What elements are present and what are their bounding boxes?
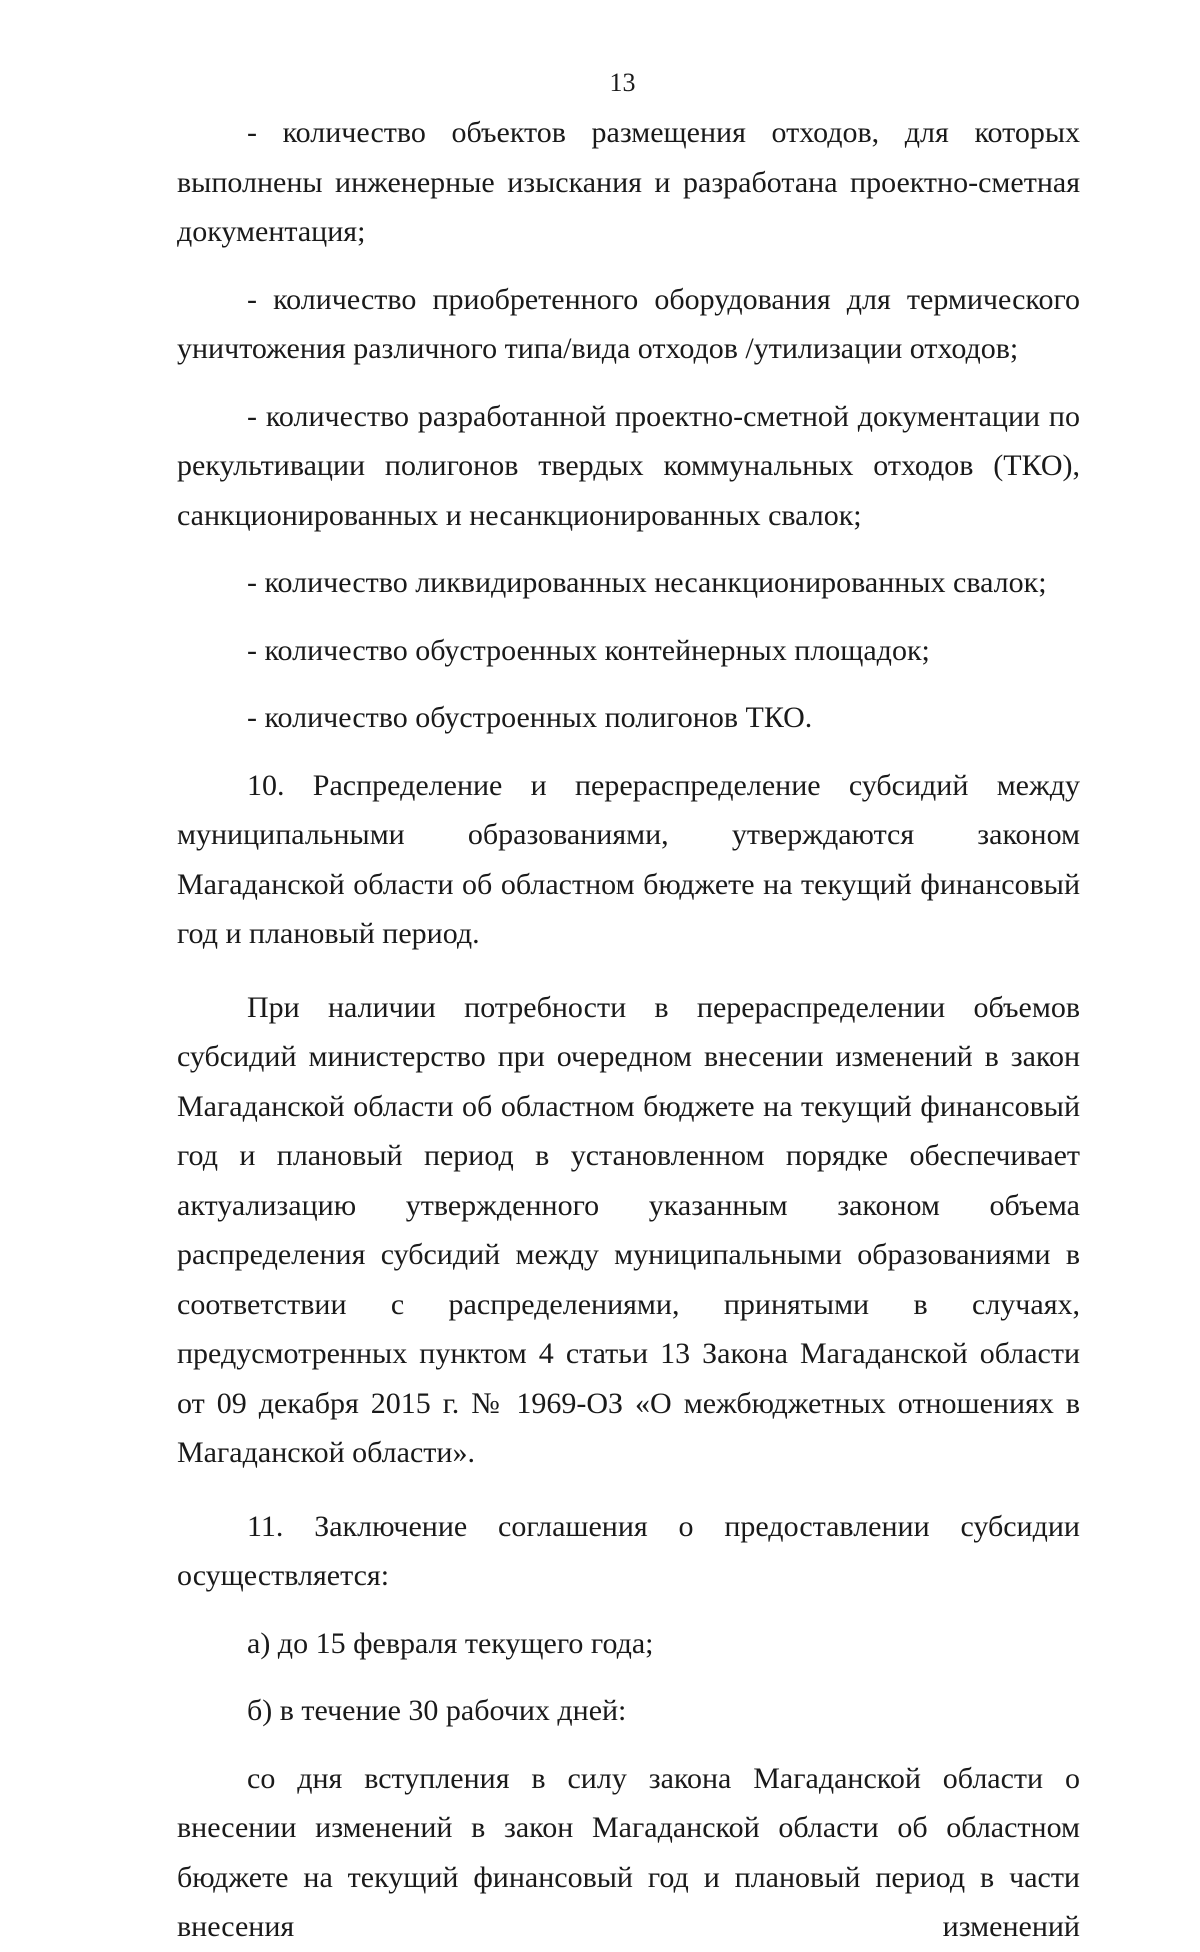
page-number: 13 xyxy=(609,68,636,97)
paragraph-11: б) в течение 30 рабочих дней: xyxy=(247,1694,627,1727)
paragraph-4: - количество ликвидированных несанкционированных свалок; xyxy=(247,566,1047,599)
paragraph-12: со дня вступления в силу закона Магаданской области о внесении изменений в закон Магаданской области об областном бюджете на текущий финансовый год и плановый период в части внесения изменений xyxy=(177,1761,1080,1943)
document-body xyxy=(177,108,1080,1952)
paragraph-1: - количество объектов размещения отходов, для которых выполнены инженерные изыскания и разработана проектно-сметная документация; xyxy=(177,116,1080,248)
paragraph-9: 11. Заключение соглашения о предоставлении субсидии осуществляется: xyxy=(177,1509,1080,1592)
paragraph-10: а) до 15 февраля текущего года; xyxy=(247,1626,654,1660)
paragraph-3: - количество разработанной проектно-сметной документации по рекультивации полигонов твердых коммунальных отходов (ТКО), санкционированных и несанкционированных свалок; xyxy=(177,399,1080,532)
paragraph-8: При наличии потребности в перераспределении объемов субсидий министерство при очередном внесении изменений в закон Магаданской области об областном бюджете на текущий финансовый год и плановый период в установленном порядке обеспечивает актуализацию утвержденного указанным законом объема распределения субсидий между муниципальными образованиями в соответствии с распределениями, принятыми в случаях, предусмотренных пунктом 4 статьи 13 Закона Магаданской области от 09 декабря 2015 г. № 1969-ОЗ «О межбюджетных отношениях в Магаданской области». xyxy=(177,990,1080,1469)
paragraph-5: - количество обустроенных контейнерных площадок; xyxy=(247,633,930,667)
paragraph-7: 10. Распределение и перераспределение субсидий между муниципальными образованиями, утверждаются законом Магаданской области об областном бюджете на текущий финансовый год и плановый период. xyxy=(177,768,1080,950)
paragraph-2: - количество приобретенного оборудования для термического уничтожения различного типа/вида отходов /утилизации отходов; xyxy=(177,282,1080,365)
paragraph-6: - количество обустроенных полигонов ТКО. xyxy=(247,701,813,734)
